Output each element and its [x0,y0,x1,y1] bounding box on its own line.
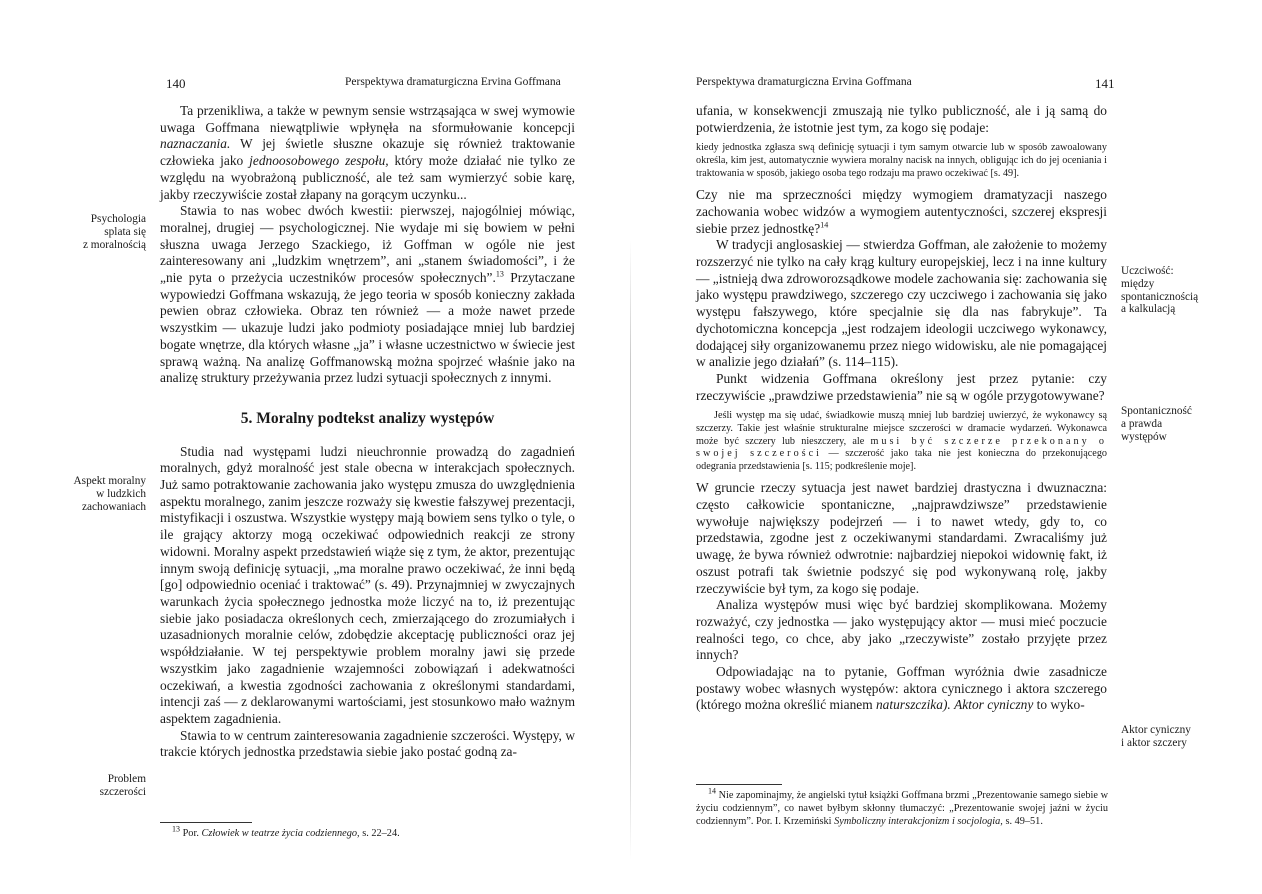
block-quote: Jeśli występ ma się udać, świadkowie muszą mniej lub bardziej uwierzyć, że wykonawcy są szczerzy. Takie jest właśnie strukturalne miejsce szczerości w dramacie wydarzeń. Wykonawca może być szczery lub nieszczery, ale musi być szczerze przekonany o swojej szczerości — szczerość jako taka nie jest konieczna do przekonującego odegrania przedstawienia [s. 115; podkreślenie moje]. [696,410,1108,472]
paragraph: Analiza występów musi więc być bardziej skomplikowana. Możemy rozważyć, czy jednostka — jako występujący aktor — musi mieć poczucie realności tego, co chce, aby jako „rzeczywiste” zostało przyjęte przez innych? [696,597,1107,663]
margin-note: Spontaniczność a prawda występów [1121,405,1192,443]
margin-note: Problem szczerości [99,773,146,798]
paragraph: Stawia to nas wobec dwóch kwestii: pierwszej, najogólniej mówiąc, moralnej, drugiej — psychologicznej. Nie wydaje mi się bowiem w pełni słuszna uwaga Jerzego Szackiego, iż Goffman w ogóle nie jest zainteresowany ani „ludzkim wnętrzem”, ani „stanem świadomości”, i że „nie pyta o przeżycia uczestników procesów społecznych”.$^{13}$ Przytaczane wypowiedzi Goffmana wskazują, że jego teoria w sposób konieczny zakłada pewien obraz człowieka. Obraz ten również — a może nawet przede wszystkim — ukazuje ludzi jako podmioty posiadające mniej lub bardziej bogate wnętrze, dla których własne „ja” i własne uczestnictwo w świecie jest sprawą ważną. Na analizę Goffmanowską można spojrzeć właśnie jako na analizę struktury przeżywania przez ludzi sytuacji społecznych z innymi. [160,203,575,386]
margin-note: Aktor cyniczny i aktor szczery [1121,724,1191,749]
paragraph: W tradycji anglosaskiej — stwierdza Goffman, ale założenie to możemy rozszerzyć nie tylko na cały krąg kultury europejskiej, lecz i na inne kultury — „istnieją dwa zdroworozsądkowe modele zachowania się: zachowania się jako występu prawdziwego, szczerego czy uczciwego i zachowania się jako występu fałszywego, które specjalnie się dla nas fabrykuje”. Ta dychotomiczna koncepcja „jest rodzajem ideologii uczciwego wykonawcy, dodającej siły organizowanemu przez niego widowisku, ale nie pomagającej w analizie jego działań” (s. 114–115). [696,237,1107,370]
paragraph: Punkt widzenia Goffmana określony jest przez pytanie: czy rzeczywiście „prawdziwe przedstawienia” nie są w ogóle przygotowywane? [696,370,1107,403]
margin-note: Aspekt moralny w ludzkich zachowaniach [73,475,146,513]
footnote: $^{13}$ Por. Człowiek w teatrze życia codziennego, s. 22–24. [172,824,400,839]
paragraph: ufania, w konsekwencji zmuszają nie tylko publiczność, ale i ją samą do potwierdzenia, że istotnie jest tym, za kogo się podaje: [696,103,1107,135]
footnote-rule [160,822,252,823]
paragraph: Stawia to w centrum zainteresowania zagadnienie szczerości. Występy, w trakcie których jednostka przedstawia siebie jako postać godną za- [160,727,575,760]
right-body-text [696,103,1107,714]
section-title: 5. Moralny podtekst analizy występów [240,409,495,427]
paragraph: Ta przenikliwa, a także w pewnym sensie wstrząsająca w swej wymowie uwaga Goffmana niewątpliwie wpłynęła na sformułowanie koncepcji naznaczania. W jej świetle słuszne okazuje się również traktowanie człowieka jako jednoosobowego zespołu, który może działać nie tylko ze względu na wyobrażoną publiczność, ale też sam wymierzyć sobie karę, jakby rzeczywiście został złapany na gorącym uczynku... [160,103,576,202]
footnote: $^{14}$ Nie zapominajmy, że angielski tytuł książki Goffmana brzmi „Prezentowanie samego siebie w życiu codziennym”, co nawet byłbym skłonny tłumaczyć: „Prezentowanie swojej jaźni w życiu codziennym”. Por. I. Krzemiński Symboliczny interakcjonizm i socjologia, s. 49–51. [696,786,1109,827]
page-number: 141 [1095,76,1115,91]
running-head: Perspektywa dramaturgiczna Ervina Goffmana [696,76,912,88]
running-head: Perspektywa dramaturgiczna Ervina Goffmana [345,76,561,88]
page-number: 140 [166,76,186,91]
left-body-text [160,103,575,761]
footnote-ref: 13 [495,269,504,279]
paragraph: Studia nad występami ludzi nieuchronnie prowadzą do zagadnień moralnych, gdyż moralność jest stale obecna w interakcjach społecznych. Już samo potraktowanie zachowania jako występu zmusza do uwzględnienia aspektu moralnego, zanim jeszcze rozważy się kwestie fałszywej prezentacji, mistyfikacji i oszustwa. Wszystkie występy mają bowiem sens tylko o tyle, o ile grający aktorzy mogą oczekiwać odpowiednich reakcji ze strony widowni. Moralny aspekt przedstawień wiąże się z tym, że aktor, prezentując innym swoją definicję sytuacji, „ma moralne prawo oczekiwać, że inni będą [go] odpowiednio oceniać i traktować” (s. 49). Przynajmniej w zwyczajnych warunkach życia społecznego jednostka może liczyć na to, iż prezentując siebie jako posiadacza określonych cech, zmierzającego do zrozumiałych i uzasadnionych moralnie celów, zdobędzie akceptację publiczności oraz jej współdziałanie. W tej perspektywie problem moralny jawi się przede wszystkim jako zagadnienie wzajemności zobowiązań i adekwatności oczekiwań, a kwestia zgodności zachowania z określonymi standardami, intencji zaś — z deklarowanymi wartościami, jest stosunkowo mało ważnym aspektem zagadnienia. [160,443,575,726]
footnote-rule [696,784,782,785]
right-page [631,0,1262,894]
paragraph: W gruncie rzeczy sytuacja jest nawet bardziej drastyczna i dwuznaczna: często całkowicie spontaniczne, „najprawdziwsze” przedstawienie wywołuje największy podejrzeń — i to nawet wtedy, gdy to, co przedstawia, zgodne jest z oczekiwanymi standardami. Zwracaliśmy już uwagę, że bywa również odwrotnie: najbardziej niepokoi widownię fakt, iż oszust potrafi tak świetnie podszyć się pod wykonywaną rolę, jakby rzeczywiście był tym, za kogo się podaje. [696,480,1107,596]
margin-note: Uczciwość: między spontanicznością a kalkulacją [1121,265,1199,316]
footnote-ref: 14 [820,220,829,230]
paragraph: Odpowiadając na to pytanie, Goffman wyróżnia dwie zasadnicze postawy wobec własnych występów: aktora cynicznego i aktora szczerego (którego można określić mianem naturszczika). Aktor cyniczny to wyko- [696,664,1107,713]
block-quote: kiedy jednostka zgłasza swą definicję sytuacji i tym samym otwarcie lub w sposób zawoalowany określa, kim jest, automatycznie wywiera moralny nacisk na innych, obligując ich do jej oceniania i traktowania w sposób, jakiego osoba tego rodzaju ma prawo oczekiwać [s. 49]. [696,142,1107,179]
paragraph: Czy nie ma sprzeczności między wymogiem dramatyzacji naszego zachowania wobec widzów a wymogiem autentyczności, szczerej ekspresji siebie przez jednostkę?$^{14}$ [696,187,1107,236]
margin-note: Psychologia splata się z moralnością [82,213,146,251]
